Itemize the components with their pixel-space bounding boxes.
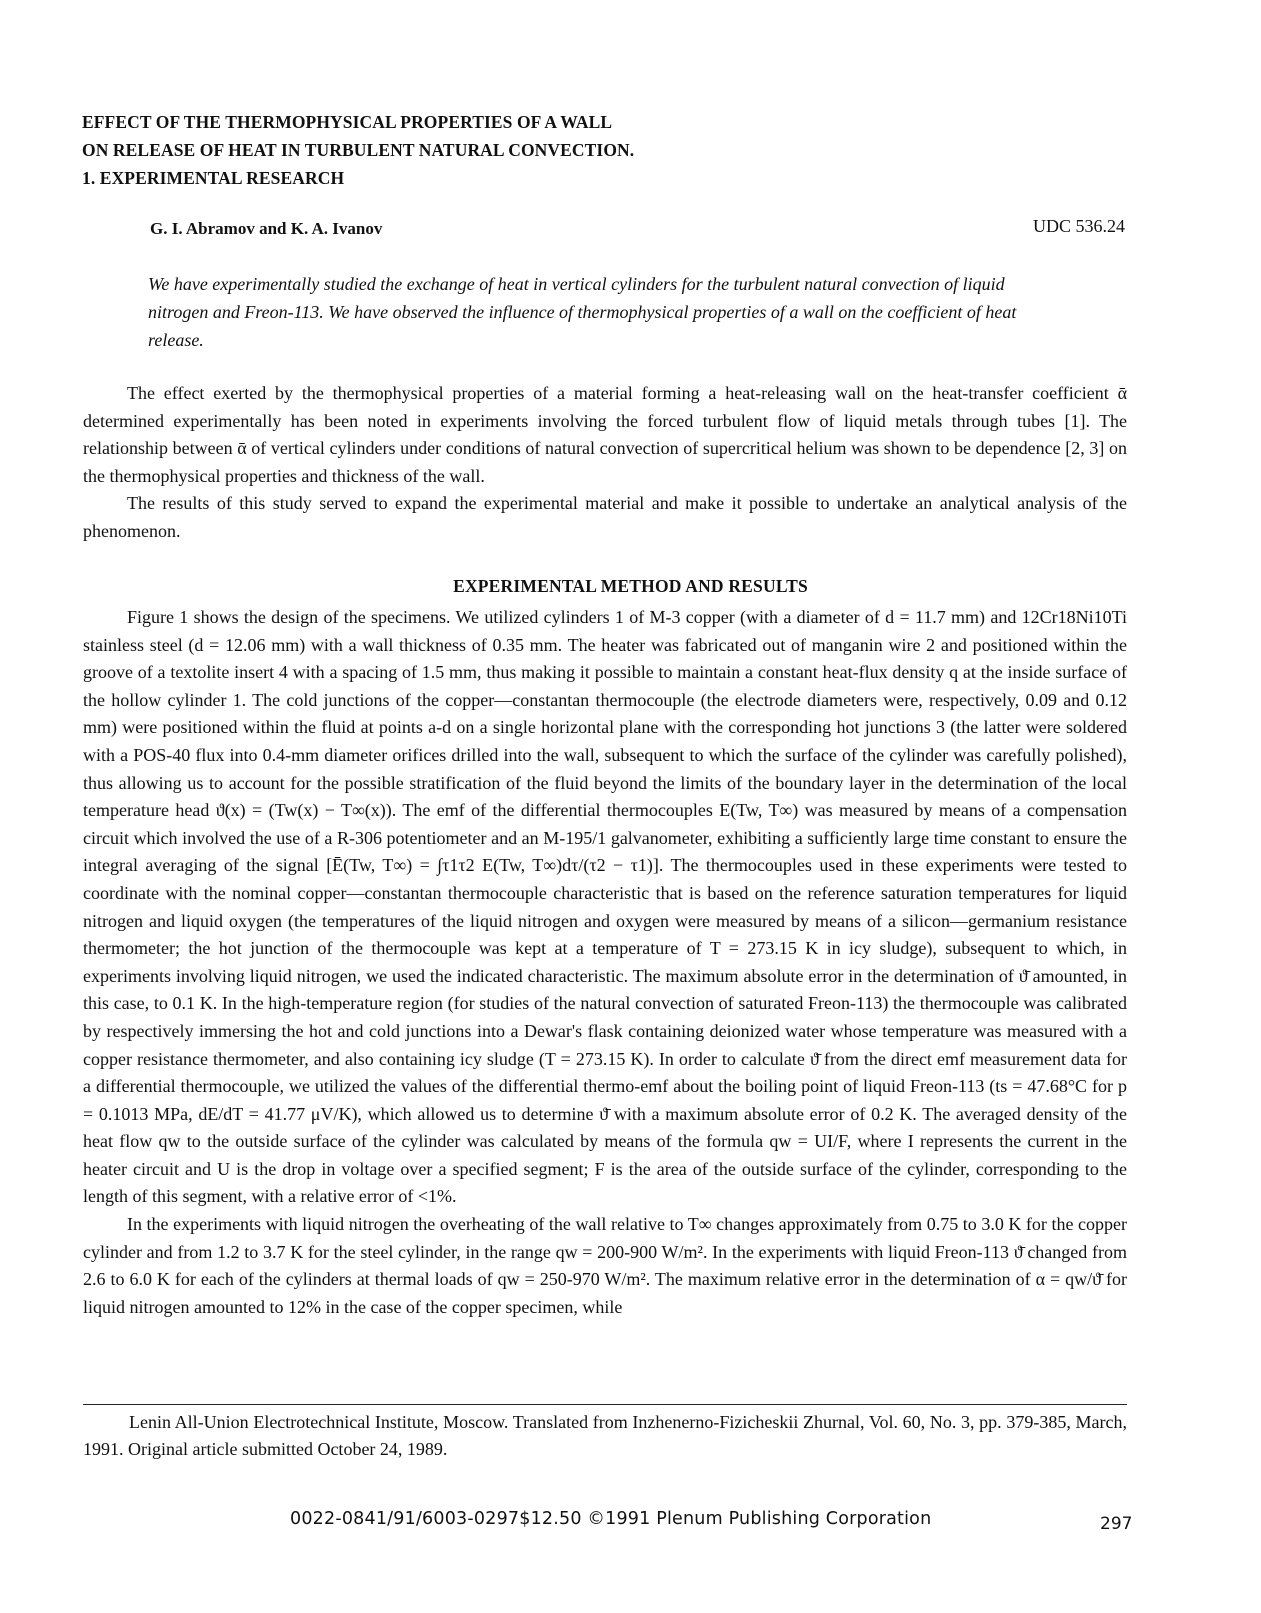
authors: G. I. Abramov and K. A. Ivanov (150, 219, 383, 238)
methods-paragraph-2: In the experiments with liquid nitrogen the overheating of the wall relative to T∞ changes approximately from 0.75 to 3.0 K for the copper cylinder and from 1.2 to 3.7 K for the steel cylinder, in the range qw = 200-900 W/m². In the experiments with liquid Freon-113 ϑ̄ changed from 2.6 to 6.0 K for each of the cylinders at thermal loads of qw = 250-970 W/m². The maximum relative error in the determination of α = qw/ϑ̄ for liquid nitrogen amounted to 12% in the case of the copper specimen, while (83, 1214, 1127, 1317)
footnote: Lenin All-Union Electrotechnical Institute, Moscow. Translated from Inzhenerno-Fizicheskii Zhurnal, Vol. 60, No. 3, pp. 379-385, March, 1991. Original article submitted October 24, 1989. (83, 1412, 1127, 1459)
page-number: 297 (1100, 1514, 1133, 1534)
title-line-1: EFFECT OF THE THERMOPHYSICAL PROPERTIES OF A WALL (82, 112, 613, 132)
introduction (83, 380, 1127, 546)
methods-paragraph-1: Figure 1 shows the design of the specimens. We utilized cylinders 1 of M-3 copper (with a diameter of d = 11.7 mm) and 12Cr18Ni10Ti stainless steel (d = 12.06 mm) with a wall thickness of 0.35 mm. The heater was fabricated out of manganin wire 2 and positioned within the groove of a textolite insert 4 with a spacing of 1.5 mm, thus making it possible to maintain a constant heat-flux density q at the inside surface of the hollow cylinder 1. The cold junctions of the copper—constantan thermocouple (the electrode diameters were, respectively, 0.09 and 0.12 mm) were positioned within the fluid at points a-d on a single horizontal plane with the corresponding hot junctions 3 (the latter were soldered with a POS-40 flux into 0.4-mm diameter orifices drilled into the wall, subsequent to which the surface of the cylinder was carefully polished), thus allowing us to account for the possible stratification of the fluid beyond the limits of the boundary layer in the determination of the local temperature head ϑ(x) = (Tw(x) − T∞(x)). The emf of the differential thermocouples E(Tw, T∞) was measured by means of a compensation circuit which involved the use of a R-306 potentiometer and an M-195/1 galvanometer, exhibiting a sufficiently large time constant to ensure the integral averaging of the signal [Ē(Tw, T∞) = ∫τ1τ2 E(Tw, T∞)dτ/(τ2 − τ1)]. The thermocouples used in these experiments were tested to coordinate with the nominal copper—constantan thermocouple characteristic that is based on the reference saturation temperatures for liquid nitrogen and liquid oxygen (the temperatures of the liquid nitrogen and oxygen were measured by means of a silicon—germanium resistance thermometer; the hot junction of the thermocouple was kept at a temperature of T = 273.15 K in icy sludge), subsequent to which, in experiments involving liquid nitrogen, we used the indicated characteristic. The maximum absolute error in the determination of ϑ̄ amounted, in this case, to 0.1 K. In the high-temperature region (for studies of the natural convection of saturated Freon-113) the thermocouple was calibrated by respectively immersing the hot and cold junctions into a Dewar's flask containing deionized water whose temperature was measured with a copper resistance thermometer, and also containing icy sludge (T = 273.15 K). In order to calculate ϑ̄ from the direct emf measurement data for a differential thermocouple, we utilized the values of the differential thermo-emf about the boiling point of liquid Freon-113 (ts = 47.68°C for p = 0.1013 MPa, dE/dT = 41.77 μV/K), which allowed us to determine ϑ̄ with a maximum absolute error of 0.2 K. The averaged density of the heat flow qw to the outside surface of the cylinder was calculated by means of the formula qw = UI/F, where I represents the current in the heater circuit and U is the drop in voltage over a specified segment; F is the area of the outside surface of the cylinder, corresponding to the length of this segment, with a relative error of <1%. (83, 607, 1127, 1207)
title-line-3: 1. EXPERIMENTAL RESEARCH (82, 168, 345, 188)
abstract: We have experimentally studied the exchange of heat in vertical cylinders for the turbulent natural convection of liquid nitrogen and Freon-113. We have observed the influence of thermophysical properties of a wall on the coefficient of heat release. (148, 274, 1017, 350)
intro-paragraph-1: The effect exerted by the thermophysical properties of a material forming a heat-releasing wall on the heat-transfer coefficient ᾱ determined experimentally has been noted in experiments involving the forced turbulent flow of liquid metals through tubes [1]. The relationship between ᾱ of vertical cylinders under conditions of natural convection of supercritical helium was shown to be dependence [2, 3] on the thermophysical properties and thickness of the wall. (83, 383, 1127, 486)
section-heading: EXPERIMENTAL METHOD AND RESULTS (453, 576, 808, 596)
publication-code: 0022-0841/91/6003-0297$12.50 ©1991 Plenum Publishing Corporation (290, 1509, 932, 1529)
udc-code: UDC 536.24 (1032, 216, 1125, 236)
article-title (82, 108, 634, 192)
title-line-2: ON RELEASE OF HEAT IN TURBULENT NATURAL CONVECTION. (82, 140, 635, 160)
methods-section (83, 604, 1127, 1321)
intro-paragraph-2: The results of this study served to expand the experimental material and make it possible to undertake an analytical analysis of the phenomenon. (83, 493, 1127, 541)
footnote-divider (83, 1404, 1127, 1405)
